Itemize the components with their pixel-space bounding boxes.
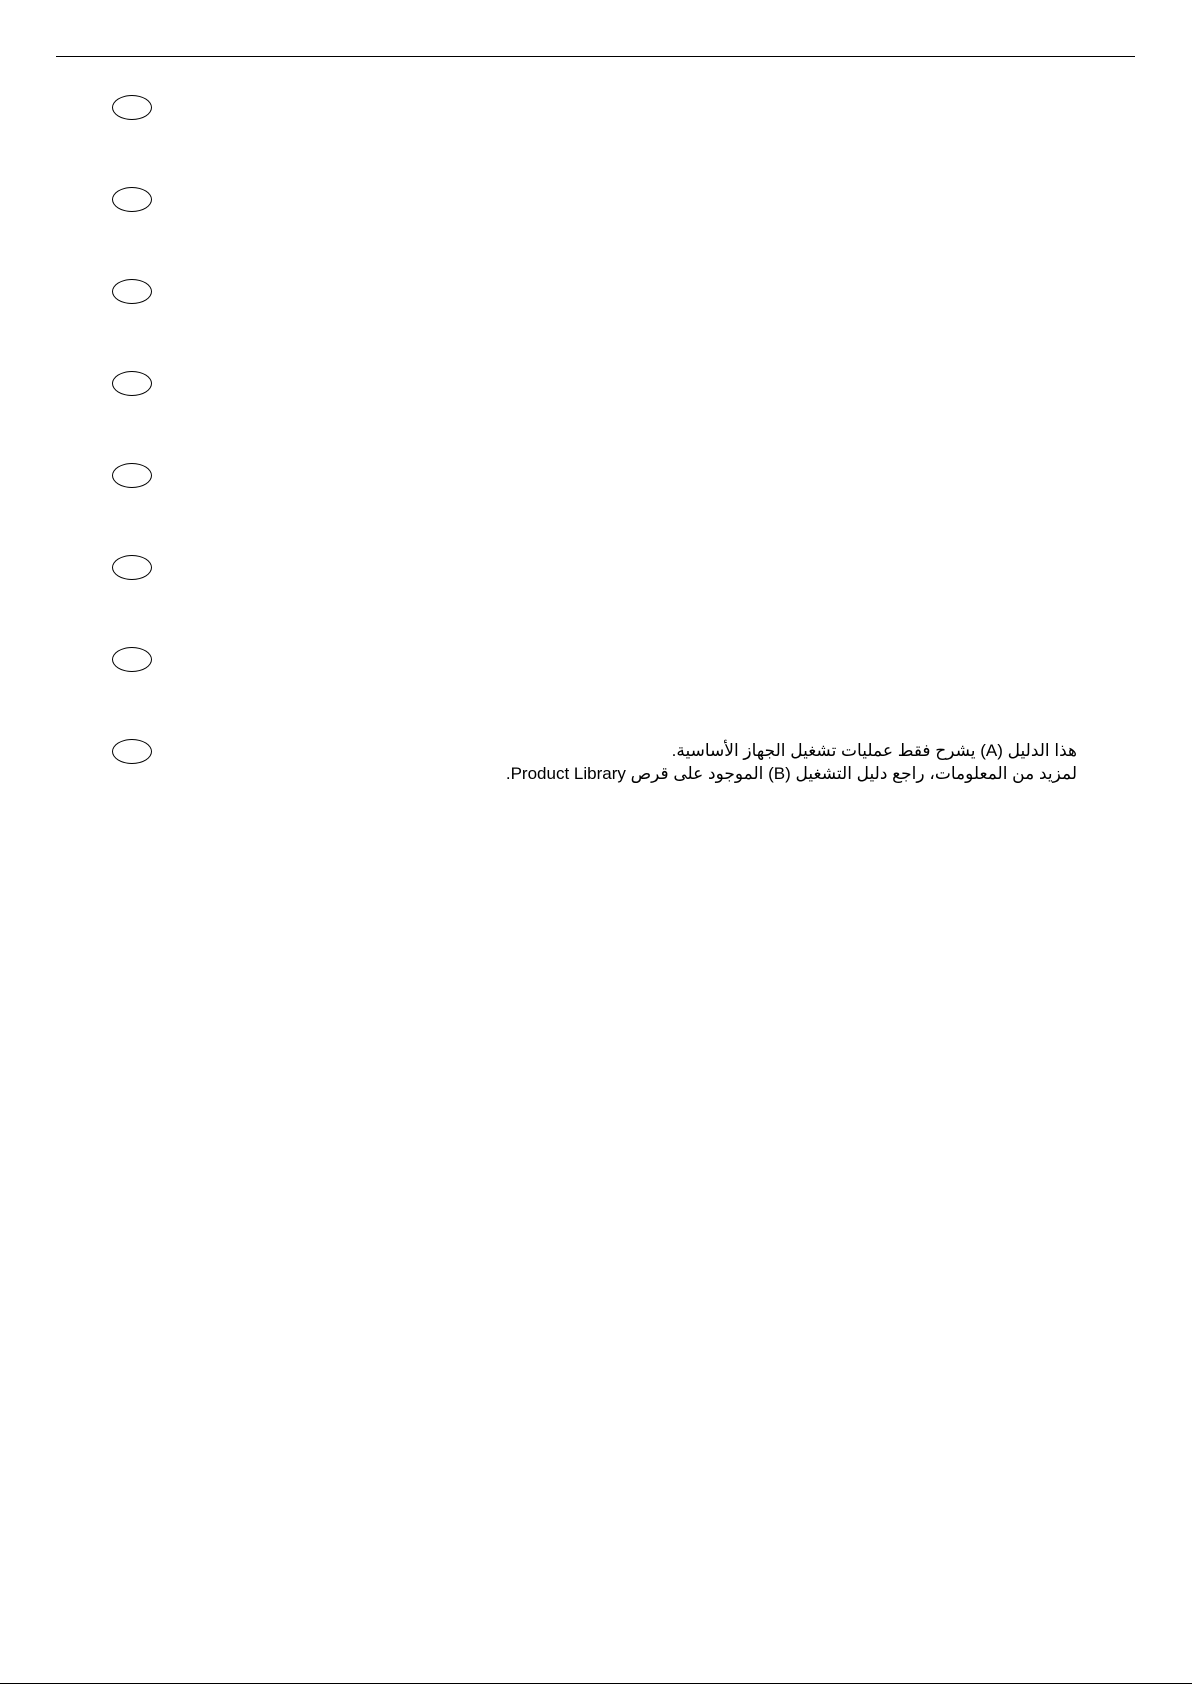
language-section-3: [0, 279, 1192, 339]
circle-marker: [112, 739, 152, 764]
language-section-arabic: [0, 739, 1192, 799]
language-section-2: [0, 187, 1192, 247]
language-section-6: [0, 555, 1192, 615]
language-section-7: [0, 647, 1192, 707]
circle-marker: [112, 647, 152, 672]
language-section-4: [0, 371, 1192, 431]
circle-marker: [112, 463, 152, 488]
circle-marker: [112, 95, 152, 120]
language-section-1: [0, 95, 1192, 155]
footer-rule: [0, 1683, 1192, 1684]
circle-marker: [112, 555, 152, 580]
language-section-5: [0, 463, 1192, 523]
arabic-note-line-2: لمزيد من المعلومات، راجع دليل التشغيل (B) الموجود على قرص Product Library.: [505, 764, 1077, 783]
arabic-note: [377, 739, 1077, 785]
arabic-note-line-1: هذا الدليل (A) يشرح فقط عمليات تشغيل الجهاز الأساسية.: [671, 741, 1077, 760]
circle-marker: [112, 187, 152, 212]
header-rule: [56, 56, 1135, 57]
circle-marker: [112, 371, 152, 396]
circle-marker: [112, 279, 152, 304]
